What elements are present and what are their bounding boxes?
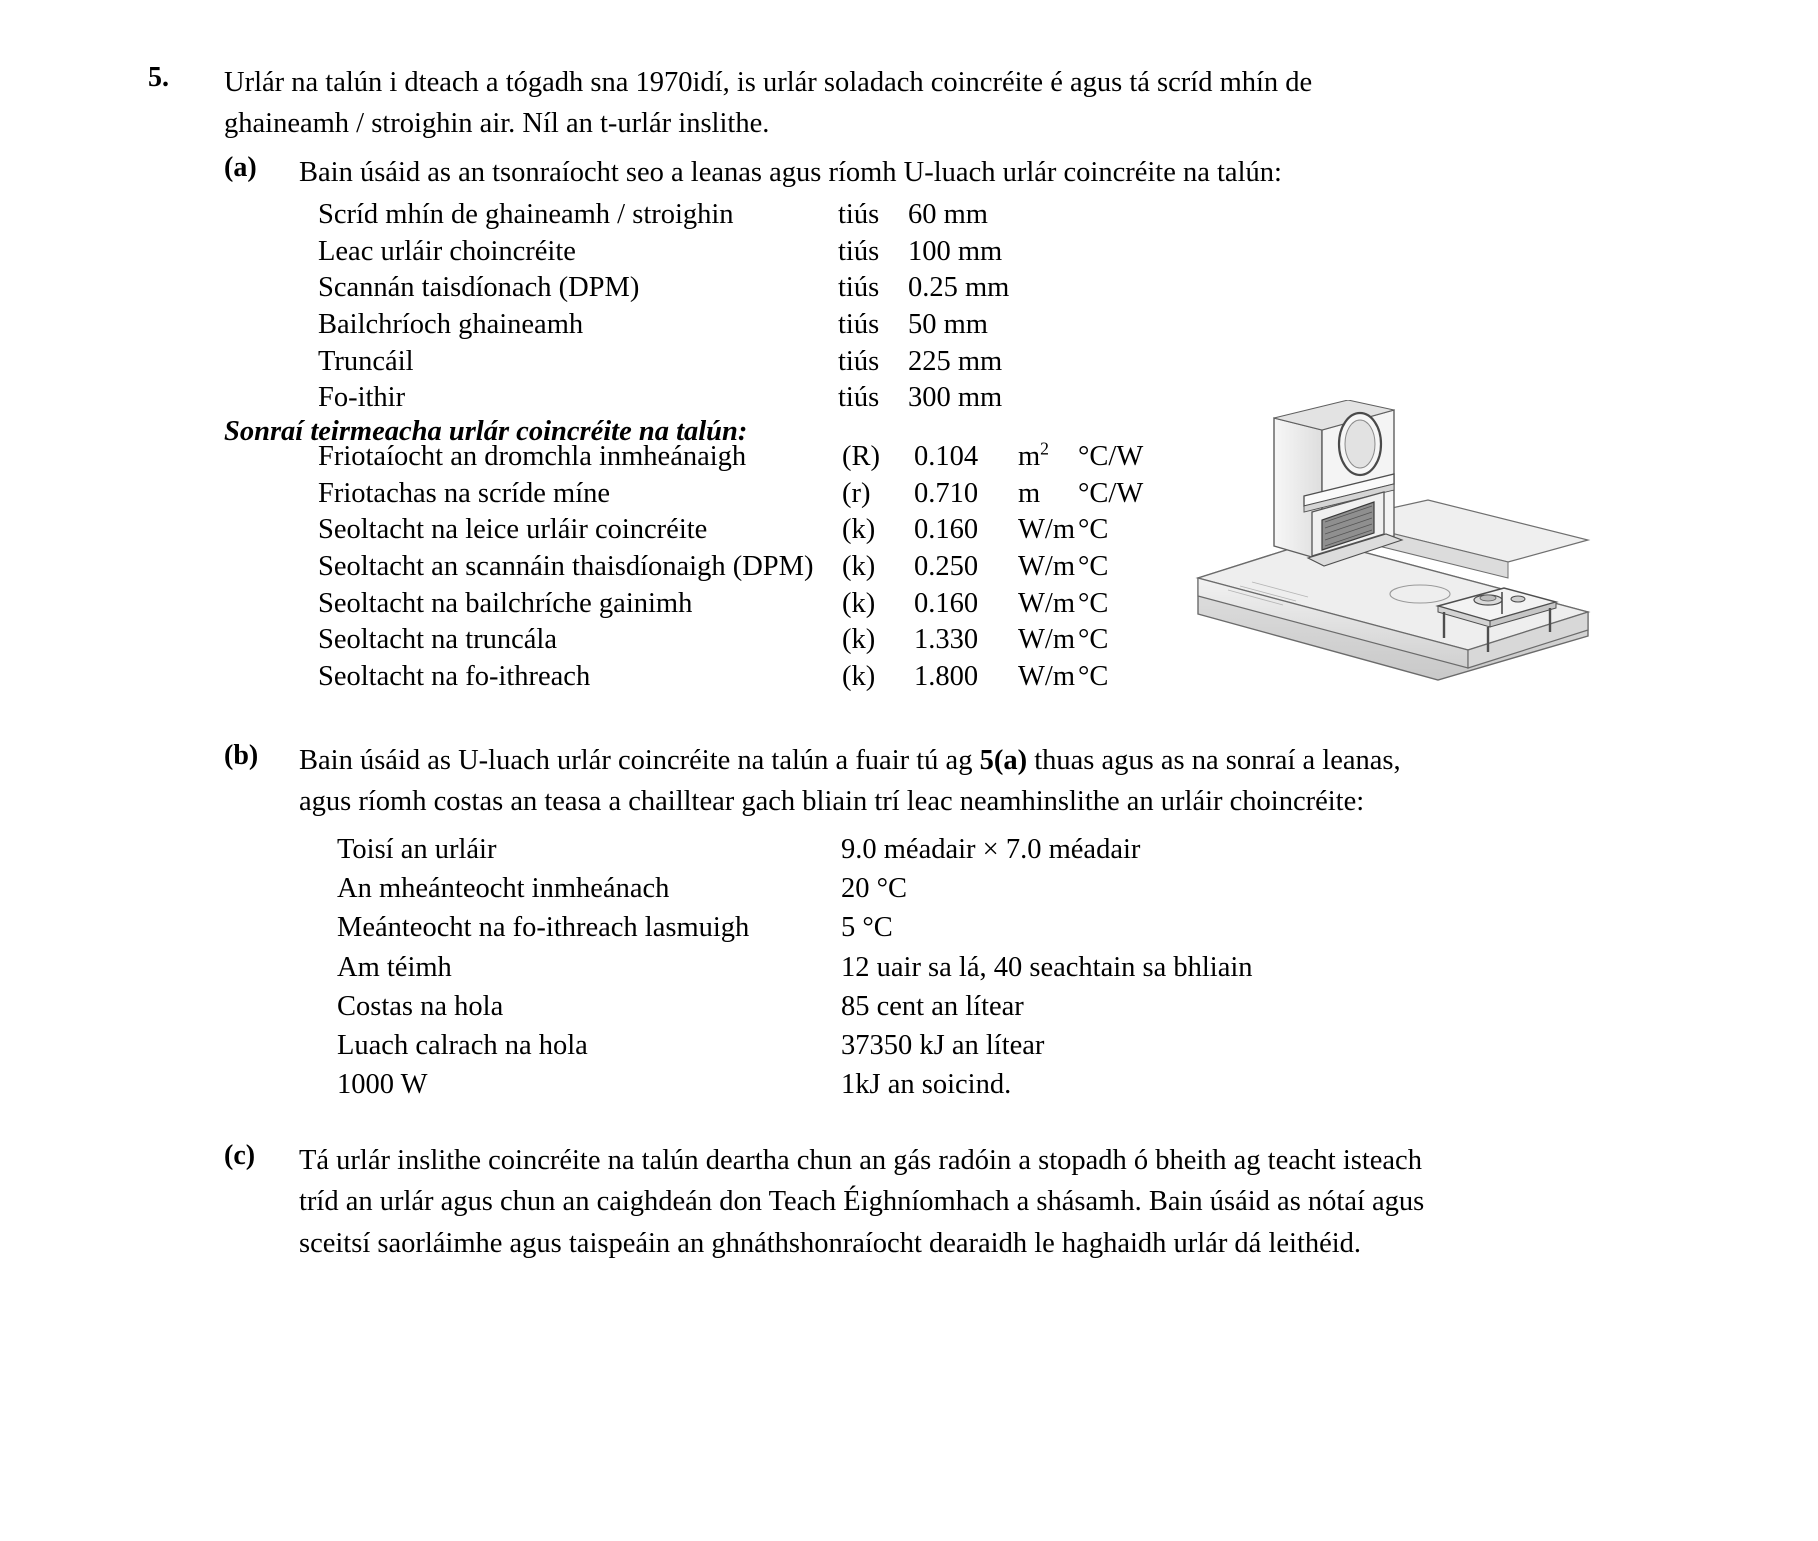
part-b-text	[299, 740, 1434, 823]
thermal-unit-secondary: °C/W	[1078, 477, 1144, 509]
spec-name: Bailchríoch ghaineamh	[318, 308, 584, 340]
table-row	[318, 271, 1009, 308]
spec-value: 100 mm	[908, 235, 1003, 267]
question-intro-text: Urlár na talún i dteach a tógadh sna 1970idí, is urlár soladach coincréite é agus tá scríd mhín de ghaineamh / stroighin air. Níl an t-urlár inslithe.	[224, 67, 1313, 140]
spec-value: 300 mm	[908, 382, 1003, 414]
thermal-value: 0.710	[914, 477, 979, 509]
bdata-value: 37350 kJ an lítear	[841, 1029, 1045, 1061]
thermal-value: 0.160	[914, 514, 979, 546]
thermal-name: Seoltacht na leice urláir coincréite	[318, 514, 708, 546]
table-row	[318, 235, 1009, 272]
spec-label: tiús	[838, 382, 880, 414]
bdata-name: Toisí an urláir	[337, 834, 497, 865]
spec-value: 60 mm	[908, 199, 988, 230]
spec-value: 225 mm	[908, 345, 1003, 377]
bdata-value: 20 °C	[841, 873, 908, 905]
table-row	[318, 308, 1009, 345]
table-row	[318, 513, 1143, 550]
table-row	[318, 587, 1143, 624]
spec-name: Truncáil	[318, 345, 414, 377]
spec-value: 0.25 mm	[908, 272, 1010, 304]
part-c-label: (c)	[224, 1140, 256, 1171]
thermal-unit-superscript: 2	[1040, 438, 1049, 459]
thermal-value: 0.104	[914, 441, 979, 472]
thermal-unit-secondary: °C	[1078, 550, 1109, 582]
part-b-text-pre: Bain úsáid as U-luach urlár coincréite na talún a fuair tú ag	[299, 745, 980, 776]
thermal-symbol: (k)	[842, 550, 876, 582]
floor-illustration-svg	[1188, 400, 1598, 700]
thermal-symbol: (r)	[842, 477, 871, 509]
part-b-text-post: thuas agus as na sonraí a leanas,	[1027, 745, 1401, 776]
thermal-unit-secondary: °C	[1078, 514, 1109, 546]
thermal-unit-primary	[1018, 440, 1078, 477]
bdata-name: Costas na hola	[337, 990, 504, 1022]
spec-name: Scannán taisdíonach (DPM)	[318, 272, 640, 304]
part-c-text: Tá urlár inslithe coincréite na talún deartha chun an gás radóin a stopadh ó bheith ag teacht isteach tríd an urlár agus chun an caighdeán don Teach Éighníomhach a shásamh. Bain úsáid as nótaí agus sceitsí saorláimhe agus taispeáin an ghnáthshonraíocht dearaidh le haghaidh urlár dá leithéid.	[299, 1145, 1425, 1259]
thermal-name: Seoltacht na fo-ithreach	[318, 660, 591, 692]
part-b-text-line2: agus ríomh costas an teasa a chailltear gach bliain trí leac neamhinslithe an urláir choincréite:	[299, 786, 1365, 818]
thermal-unit-secondary: °C	[1078, 660, 1109, 692]
bdata-value: 1kJ an soicind.	[841, 1069, 1012, 1101]
bdata-name: Luach calrach na hola	[337, 1029, 588, 1061]
thermal-unit-text: W/m	[1018, 587, 1075, 619]
spec-name: Leac urláir choincréite	[318, 235, 576, 267]
bdata-name: Am téimh	[337, 951, 452, 983]
table-row	[318, 623, 1143, 660]
table-row	[337, 990, 1253, 1029]
table-row	[318, 345, 1009, 382]
thermal-unit-primary	[1018, 623, 1078, 660]
thermal-symbol: (k)	[842, 514, 876, 546]
spec-label: tiús	[838, 272, 880, 304]
thermal-unit-text: m	[1018, 441, 1041, 472]
thermal-unit-text: W/m	[1018, 624, 1075, 656]
thermal-unit-primary	[1018, 513, 1078, 550]
thermal-value: 0.160	[914, 587, 979, 619]
spec-label: tiús	[838, 345, 880, 377]
specification-table	[318, 198, 1009, 418]
table-row	[318, 660, 1143, 697]
part-a-text: Bain úsáid as an tsonraíocht seo a leanas agus ríomh U-luach urlár coincréite na talún:	[299, 157, 1282, 188]
thermal-unit-text: m	[1018, 477, 1041, 509]
thermal-unit-text: W/m	[1018, 660, 1075, 692]
thermal-name: Seoltacht na truncála	[318, 624, 557, 656]
thermal-unit-secondary: °C	[1078, 587, 1109, 619]
table-row	[337, 1029, 1253, 1068]
thermal-unit-secondary: °C	[1078, 624, 1109, 656]
floor-illustration	[1188, 400, 1598, 700]
spec-label: tiús	[838, 308, 880, 340]
spec-value: 50 mm	[908, 308, 988, 340]
thermal-value: 0.250	[914, 550, 979, 582]
table-row	[318, 381, 1009, 418]
bdata-name: Meánteocht na fo-ithreach lasmuigh	[337, 912, 750, 944]
part-b-data-table	[337, 833, 1253, 1107]
spec-name: Fo-ithir	[318, 382, 406, 414]
thermal-name: Seoltacht na bailchríche gainimh	[318, 587, 693, 619]
part-b-label: (b)	[224, 740, 259, 771]
thermal-unit-primary	[1018, 660, 1078, 697]
thermal-unit-secondary: °C/W	[1078, 441, 1144, 472]
thermal-name: Friotachas na scríde míne	[318, 477, 611, 509]
spec-label: tiús	[838, 199, 880, 230]
bdata-value: 9.0 méadair × 7.0 méadair	[841, 834, 1141, 865]
table-row	[318, 477, 1143, 514]
thermal-data-heading: Sonraí teirmeacha urlár coincréite na talún:	[224, 416, 748, 447]
table-row	[318, 440, 1143, 477]
thermal-unit-primary	[1018, 587, 1078, 624]
thermal-name: Friotaíocht an dromchla inmheánaigh	[318, 441, 747, 472]
thermal-name: Seoltacht an scannáin thaisdíonaigh (DPM)	[318, 550, 814, 582]
thermal-unit-text: W/m	[1018, 550, 1075, 582]
part-b-reference: 5(a)	[979, 745, 1028, 776]
thermal-value: 1.330	[914, 624, 979, 656]
table-row	[337, 911, 1253, 950]
table-row	[318, 198, 1009, 235]
bdata-value: 5 °C	[841, 912, 893, 944]
table-row	[337, 833, 1253, 872]
thermal-data-table	[318, 440, 1143, 696]
thermal-unit-primary	[1018, 477, 1078, 514]
question-number: 5.	[148, 62, 169, 93]
spec-name: Scríd mhín de ghaineamh / stroighin	[318, 199, 734, 230]
spec-label: tiús	[838, 235, 880, 267]
thermal-symbol: (k)	[842, 660, 876, 692]
thermal-unit-primary	[1018, 550, 1078, 587]
thermal-symbol: (R)	[842, 441, 880, 472]
part-a-label: (a)	[224, 152, 257, 183]
table-row	[337, 1068, 1253, 1107]
bdata-value: 12 uair sa lá, 40 seachtain sa bhliain	[841, 951, 1253, 983]
thermal-unit-text: W/m	[1018, 514, 1075, 546]
table-row	[318, 550, 1143, 587]
table-row	[337, 951, 1253, 990]
bdata-value: 85 cent an lítear	[841, 990, 1024, 1022]
thermal-symbol: (k)	[842, 587, 876, 619]
table-row	[337, 872, 1253, 911]
thermal-symbol: (k)	[842, 624, 876, 656]
bdata-name: An mheánteocht inmheánach	[337, 873, 670, 905]
thermal-value: 1.800	[914, 660, 979, 692]
bdata-name: 1000 W	[337, 1069, 428, 1101]
